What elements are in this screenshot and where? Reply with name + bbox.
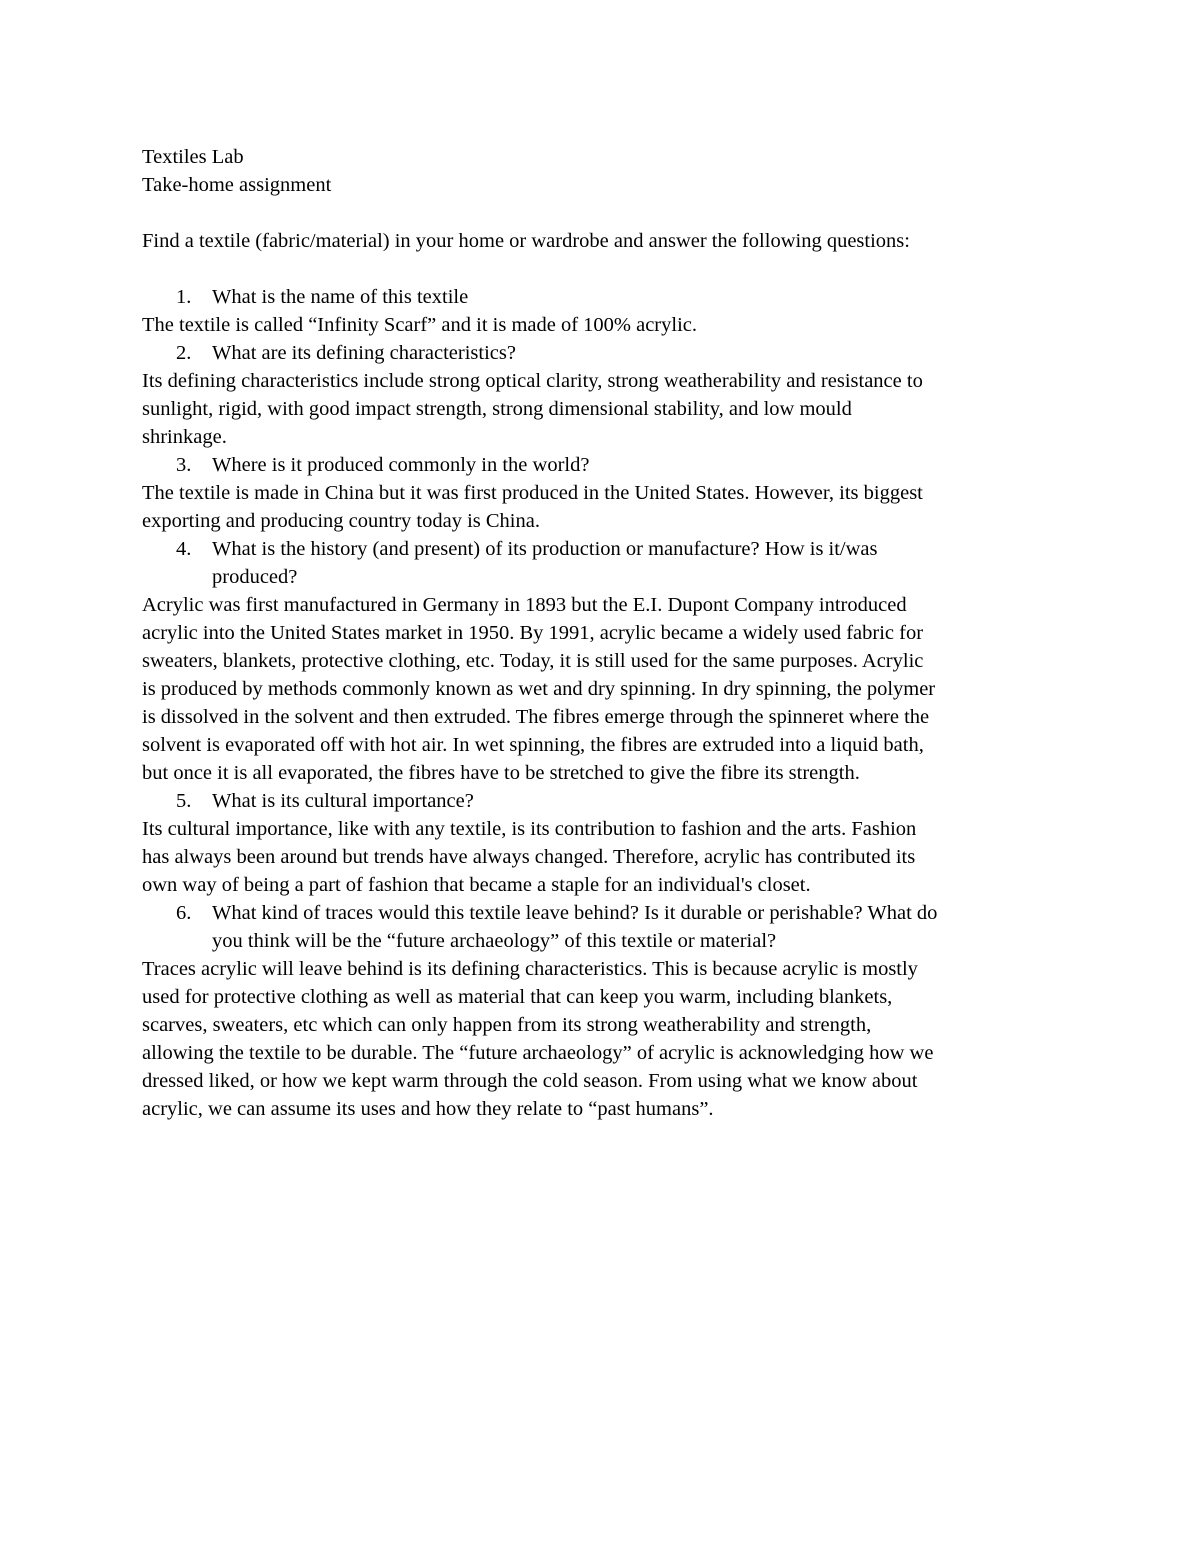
answer-text xyxy=(142,815,1060,899)
question-item xyxy=(142,535,1060,591)
answer-line: Traces acrylic will leave behind is its defining characteristics. This is because acrylic is mostly xyxy=(142,958,918,980)
question-number: 3. xyxy=(176,454,192,476)
answer-line: allowing the textile to be durable. The “future archaeology” of acrylic is acknowledging how we xyxy=(142,1042,934,1064)
answer-line: acrylic into the United States market in 1950. By 1991, acrylic became a widely used fabric for xyxy=(142,622,924,644)
answer-text xyxy=(142,311,1060,339)
answer-text xyxy=(142,591,1060,787)
question-text: What is the history (and present) of its production or manufacture? How is it/was xyxy=(212,538,878,560)
answer-line: scarves, sweaters, etc which can only happen from its strong weatherability and strength, xyxy=(142,1014,872,1036)
spacer xyxy=(142,255,1060,283)
document-subtitle: Take-home assignment xyxy=(142,174,332,196)
answer-line: but once it is all evaporated, the fibres have to be stretched to give the fibre its strength. xyxy=(142,762,860,784)
question-number: 5. xyxy=(176,790,192,812)
answer-line: sunlight, rigid, with good impact strength, strong dimensional stability, and low mould xyxy=(142,398,852,420)
answer-line: own way of being a part of fashion that became a staple for an individual's closet. xyxy=(142,874,811,896)
intro-text: Find a textile (fabric/material) in your home or wardrobe and answer the following questions: xyxy=(142,230,910,252)
answer-line: acrylic, we can assume its uses and how they relate to “past humans”. xyxy=(142,1098,714,1120)
answer-line: used for protective clothing as well as material that can keep you warm, including blankets, xyxy=(142,986,893,1008)
question-number: 2. xyxy=(176,342,192,364)
question-item xyxy=(142,451,1060,479)
question-number: 6. xyxy=(176,902,192,924)
answer-line: The textile is called “Infinity Scarf” and it is made of 100% acrylic. xyxy=(142,314,698,336)
document-title: Textiles Lab xyxy=(142,146,244,168)
spacer xyxy=(142,199,1060,227)
answer-line: shrinkage. xyxy=(142,426,227,448)
answer-line: is produced by methods commonly known as wet and dry spinning. In dry spinning, the polymer xyxy=(142,678,936,700)
document-page xyxy=(142,143,1060,1123)
question-text: What kind of traces would this textile leave behind? Is it durable or perishable? What do xyxy=(212,902,938,924)
question-text: What is its cultural importance? xyxy=(212,790,474,812)
question-number: 1. xyxy=(176,286,192,308)
answer-line: exporting and producing country today is China. xyxy=(142,510,540,532)
answer-line: The textile is made in China but it was first produced in the United States. However, its biggest xyxy=(142,482,923,504)
answer-text xyxy=(142,479,1060,535)
question-item xyxy=(142,339,1060,367)
question-list xyxy=(142,283,1060,1123)
answer-text xyxy=(142,367,1060,451)
answer-line: has always been around but trends have always changed. Therefore, acrylic has contributed its xyxy=(142,846,916,868)
question-item xyxy=(142,283,1060,311)
question-text: Where is it produced commonly in the world? xyxy=(212,454,590,476)
question-number: 4. xyxy=(176,538,192,560)
answer-text xyxy=(142,955,1060,1123)
question-text: you think will be the “future archaeology” of this textile or material? xyxy=(212,930,777,952)
answer-line: solvent is evaporated off with hot air. In wet spinning, the fibres are extruded into a liquid bath, xyxy=(142,734,924,756)
answer-line: Its cultural importance, like with any textile, is its contribution to fashion and the arts. Fashion xyxy=(142,818,917,840)
answer-line: Its defining characteristics include strong optical clarity, strong weatherability and resistance to xyxy=(142,370,923,392)
question-item xyxy=(142,899,1060,955)
question-text: What is the name of this textile xyxy=(212,286,469,308)
answer-line: is dissolved in the solvent and then extruded. The fibres emerge through the spinneret where the xyxy=(142,706,930,728)
answer-line: Acrylic was first manufactured in Germany in 1893 but the E.I. Dupont Company introduced xyxy=(142,594,907,616)
question-text: What are its defining characteristics? xyxy=(212,342,516,364)
answer-line: sweaters, blankets, protective clothing, etc. Today, it is still used for the same purposes. Acrylic xyxy=(142,650,924,672)
question-item xyxy=(142,787,1060,815)
answer-line: dressed liked, or how we kept warm through the cold season. From using what we know about xyxy=(142,1070,918,1092)
question-text: produced? xyxy=(212,566,298,588)
